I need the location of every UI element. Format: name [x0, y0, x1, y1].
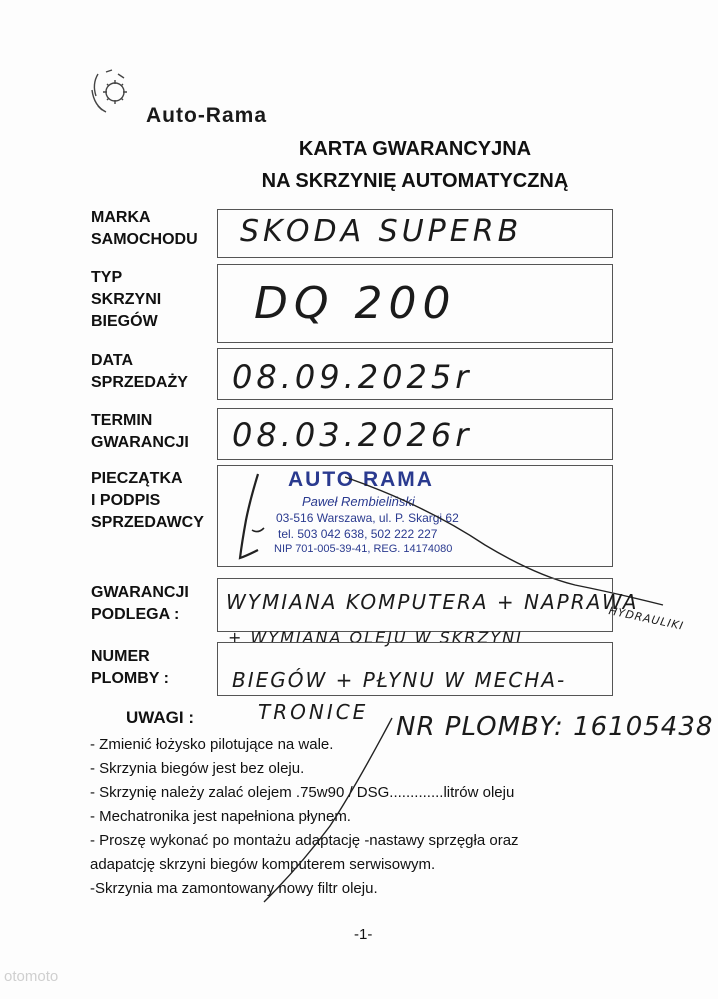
note-item: adapatcję skrzyni biegów komputerem serwisowym.	[90, 856, 436, 873]
note-item: - Proszę wykonać po montażu adaptację -nastawy sprzęgła oraz	[90, 832, 519, 849]
make-value: SKODA SUPERB	[240, 214, 523, 249]
stamp-phone: tel. 503 042 638, 502 222 227	[278, 527, 438, 541]
warranty-scope-value-line1: WYMIANA KOMPUTERA + NAPRAWA	[226, 590, 639, 614]
seal-value-line1: BIEGÓW + PŁYNU W MECHA-	[232, 668, 567, 692]
notes-heading: UWAGI :	[126, 708, 194, 727]
note-item: - Skrzynię należy zalać olejem .75w90 / DSG.............litrów oleju	[90, 784, 515, 801]
watermark: otomoto	[4, 968, 59, 985]
type-value: DQ 200	[254, 278, 457, 329]
stamp-owner: Paweł Rembieliński	[302, 494, 415, 509]
note-item: -Skrzynia ma zamontowany nowy filtr oleju.	[90, 880, 378, 897]
brand-name: Auto-Rama	[146, 104, 268, 127]
warranty-scope-label: GWARANCJI PODLEGA :	[91, 584, 189, 623]
warranty-scope-value-line2: + WYMIANA OLEJU W SKRZYNI	[228, 628, 523, 647]
stamp-ids: NIP 701-005-39-41, REG. 14174080	[274, 543, 453, 555]
document-title-line1: KARTA GWARANCYJNA	[298, 138, 532, 160]
note-item: - Zmienić łożysko pilotujące na wale.	[90, 736, 334, 753]
strike-through-line	[260, 716, 400, 906]
make-label: MARKA SAMOCHODU	[91, 209, 198, 248]
warranty-term-label: TERMIN GWARANCJI	[91, 412, 189, 451]
seal-label: NUMER PLOMBY :	[91, 648, 169, 687]
note-item: - Mechatronika jest napełniona płynem.	[90, 808, 351, 825]
page-number: -1-	[354, 926, 373, 943]
document-title-line2: NA SKRZYNIĘ AUTOMATYCZNĄ	[261, 170, 569, 192]
warranty-term-value: 08.03.2026r	[232, 416, 473, 454]
stamp-address: 03-516 Warszawa, ul. P. Skargi 62	[276, 511, 459, 525]
seal-value-line2: TRONICE	[258, 700, 369, 724]
note-item: - Skrzynia biegów jest bez oleju.	[90, 760, 305, 777]
type-label: TYP SKRZYNI BIEGÓW	[91, 269, 162, 330]
gear-logo-icon	[88, 66, 138, 118]
warranty-scope-value-line1b: HYDRAULIKI	[607, 604, 686, 633]
handwritten-signature	[228, 470, 288, 566]
stamp-label: PIECZĄTKA I PODPIS SPRZEDAWCY	[91, 470, 204, 531]
sale-date-label: DATA SPRZEDAŻY	[91, 352, 188, 391]
sale-date-value: 08.09.2025r	[232, 358, 473, 396]
seal-number: NR PLOMBY: 16105438	[396, 712, 714, 742]
stamp-company: AUTO RAMA	[288, 468, 434, 491]
